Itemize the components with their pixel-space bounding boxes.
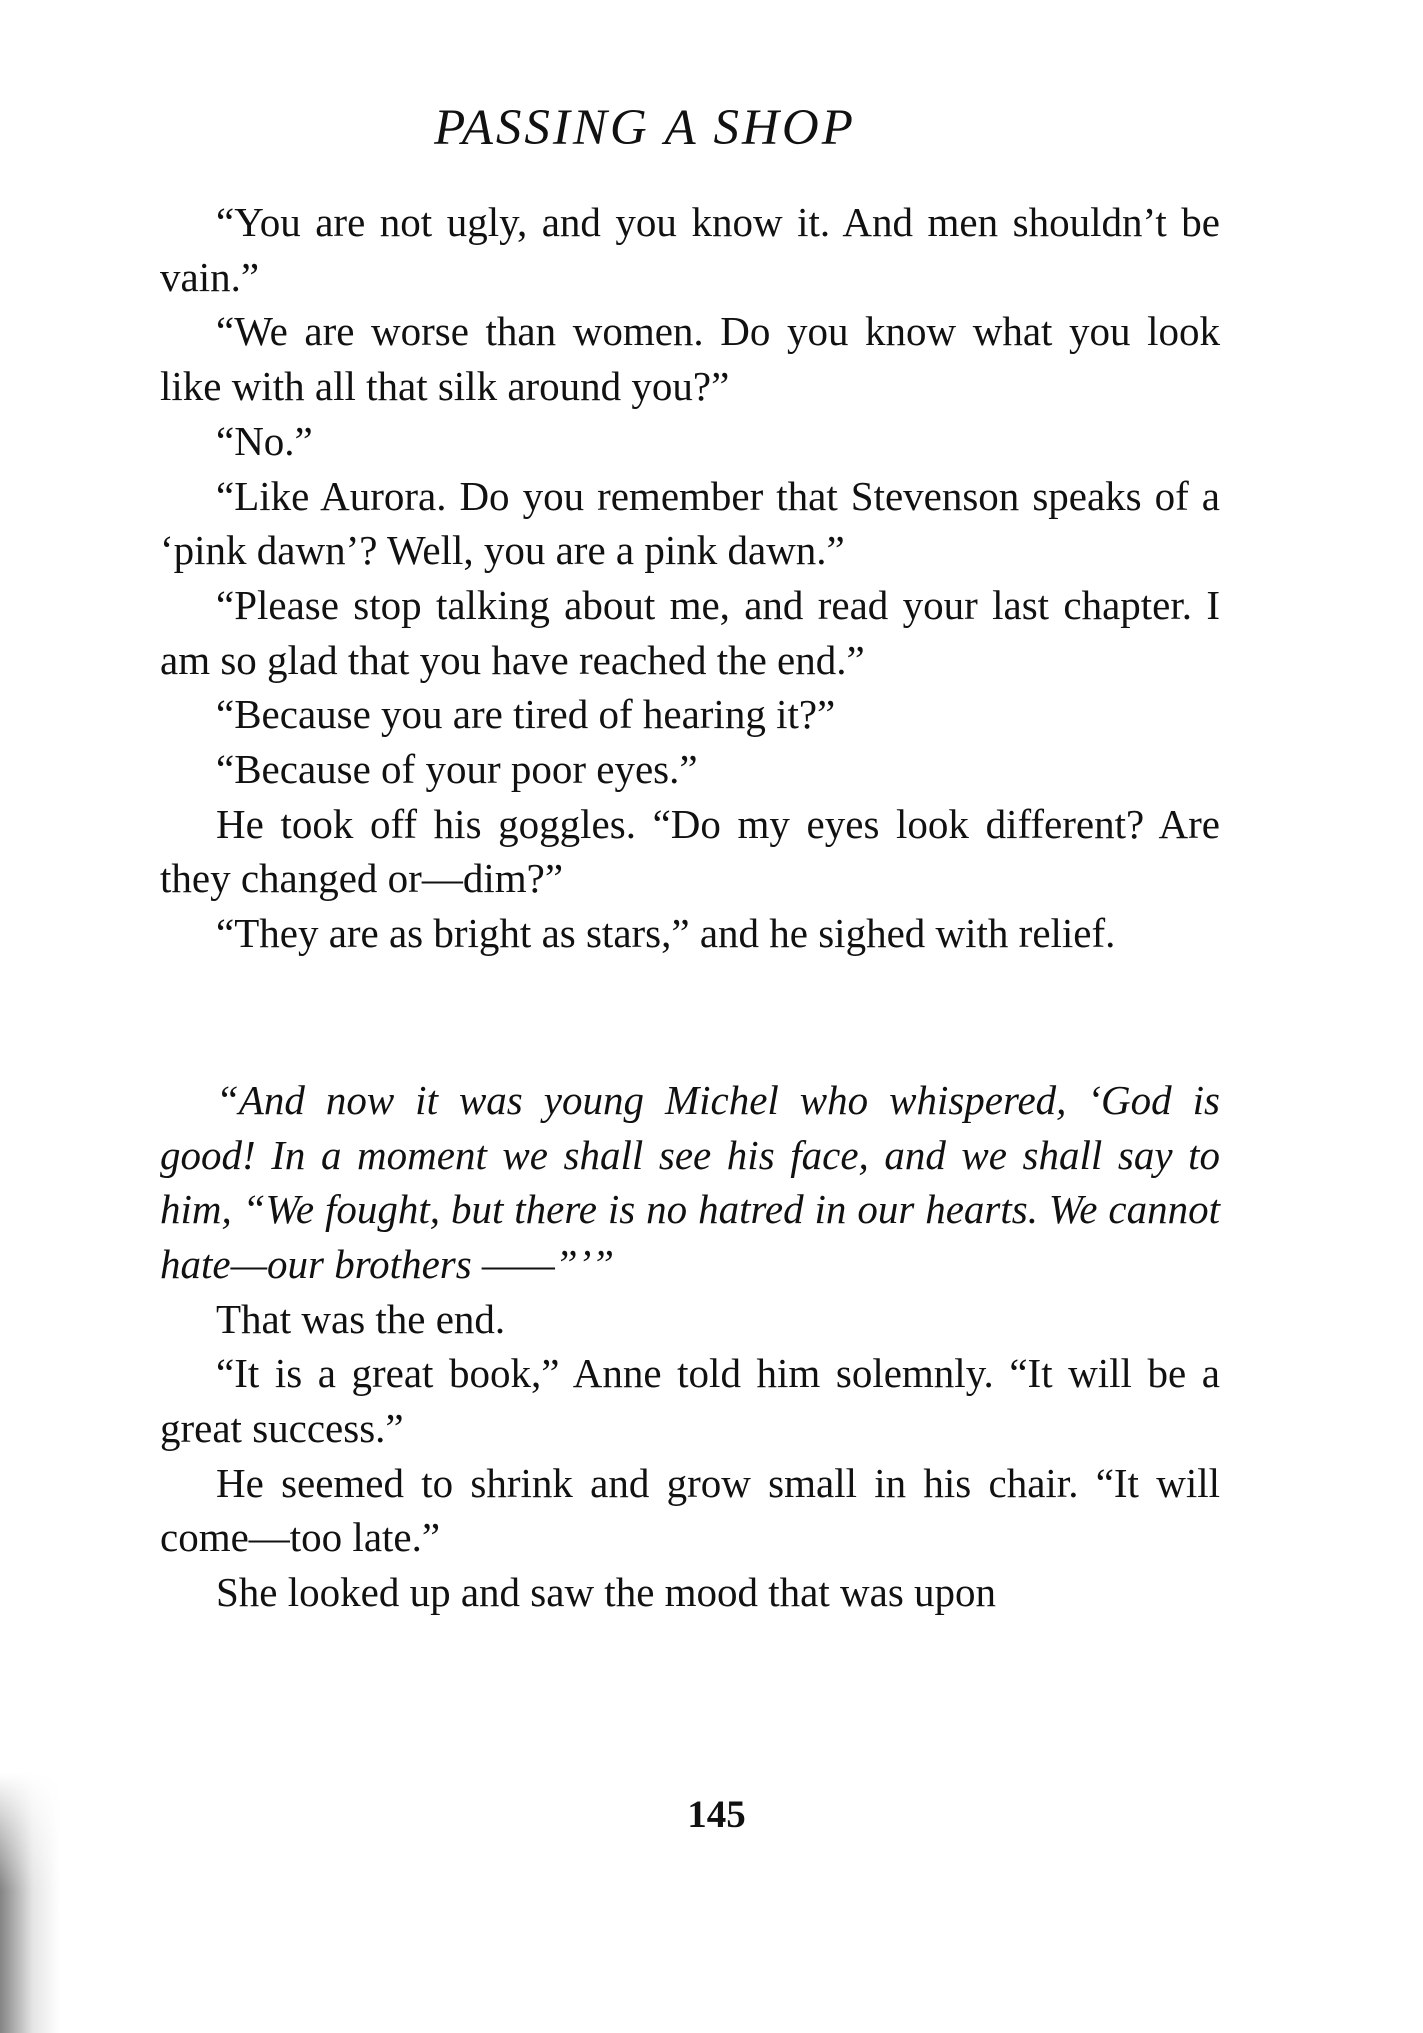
paragraph: “Please stop talking about me, and read your last chapter. I am so glad that you have reached the end.”: [160, 581, 1220, 683]
paragraph: “You are not ugly, and you know it. And men shouldn’t be vain.”: [160, 199, 1220, 300]
paragraph: “It is a great book,” Anne told him solemnly. “It will be a great success.”: [160, 1350, 1220, 1452]
paragraph: “Because you are tired of hearing it?”: [216, 691, 836, 738]
paragraph: He seemed to shrink and grow small in his chair. “It will come—too late.”: [160, 1459, 1220, 1561]
paragraph: “Like Aurora. Do you remember that Stevenson speaks of a ‘pink dawn’? Well, you are a pink dawn.”: [160, 472, 1220, 574]
quoted-passage: “And now it was young Michel who whispered, ‘God is good! In a moment we shall see his face, and we shall say to him, “We fought, but there is no hatred in our hearts. We cannot hate—our brothers ——”’”: [160, 1076, 1220, 1287]
running-title: PASSING A SHOP: [434, 100, 856, 156]
paragraph: “They are as bright as stars,” and he sighed with relief.: [216, 910, 1116, 957]
page-edge-shadow: [0, 1773, 60, 2033]
paragraph: She looked up and saw the mood that was upon: [216, 1569, 997, 1616]
page-number: 145: [687, 1793, 746, 1836]
paragraph: He took off his goggles. “Do my eyes look different? Are they changed or—dim?”: [160, 800, 1220, 902]
paragraph: “Because of your poor eyes.”: [216, 746, 698, 793]
section-break: [160, 961, 1220, 1073]
paragraph: “No.”: [216, 417, 313, 464]
paragraph: “We are worse than women. Do you know what you look like with all that silk around you?”: [160, 308, 1220, 410]
body-text: [160, 195, 1220, 1620]
paragraph: That was the end.: [216, 1295, 506, 1342]
